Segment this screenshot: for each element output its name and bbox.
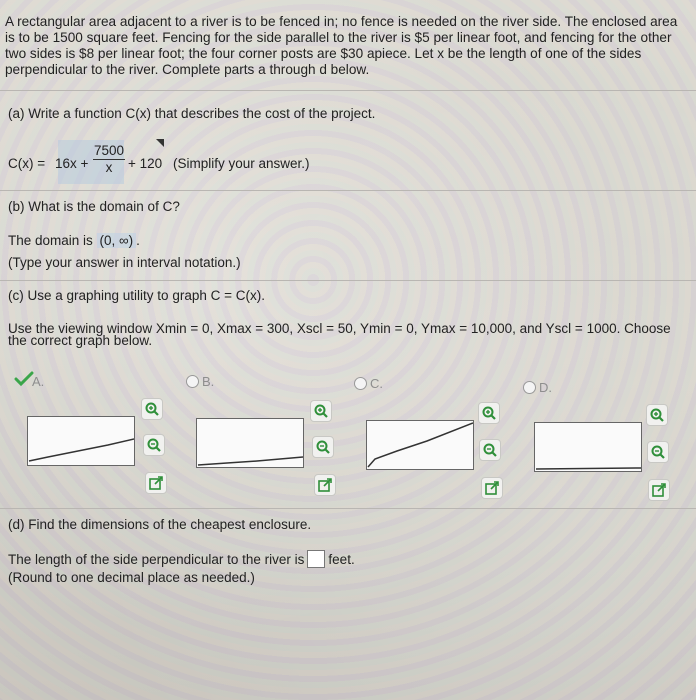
graph-c[interactable]	[366, 420, 474, 470]
part-d-answer-input[interactable]	[307, 550, 325, 568]
fraction-numerator: 7500	[93, 143, 125, 158]
part-b-answer-end: .	[136, 233, 140, 248]
part-a-question: (a) Write a function C(x) that describes the cost of the project.	[8, 106, 376, 121]
expand-icon	[484, 480, 500, 496]
zoom-in-icon	[144, 401, 160, 417]
graph-d-zoom-out-button[interactable]	[647, 441, 669, 463]
part-b-answer-line	[8, 233, 140, 248]
option-b-label[interactable]: B.	[202, 374, 215, 389]
part-d-question: (d) Find the dimensions of the cheapest enclosure.	[8, 517, 312, 532]
graph-a-zoom-in-button[interactable]	[141, 398, 163, 420]
graph-a-expand-button[interactable]	[145, 472, 167, 494]
zoom-out-icon	[650, 444, 666, 460]
graph-a-zoom-out-button[interactable]	[143, 434, 165, 456]
part-d-answer-suffix: feet.	[328, 552, 355, 567]
divider	[0, 190, 696, 191]
part-a-hint: (Simplify your answer.)	[173, 156, 310, 171]
zoom-out-icon	[315, 439, 331, 455]
graph-d[interactable]	[534, 422, 642, 472]
part-d-answer-prefix: The length of the side perpendicular to the river is	[8, 552, 305, 567]
zoom-out-icon	[482, 442, 498, 458]
zoom-in-icon	[481, 405, 497, 421]
answer-corner-mark-icon	[156, 139, 164, 147]
part-b-question: (b) What is the domain of C?	[8, 199, 180, 214]
fraction-denominator: x	[105, 160, 113, 175]
divider	[0, 508, 696, 509]
part-b-hint: (Type your answer in interval notation.)	[8, 255, 241, 270]
graph-c-plot	[367, 421, 473, 469]
option-c-label[interactable]: C.	[370, 376, 383, 391]
option-b-radio[interactable]	[186, 375, 199, 388]
graph-c-expand-button[interactable]	[481, 477, 503, 499]
problem-line-1: A rectangular area adjacent to a river is to be fenced in; no fence is needed on the river side. The enclosed area	[5, 14, 678, 29]
graph-c-zoom-out-button[interactable]	[479, 439, 501, 461]
option-d-radio[interactable]	[523, 381, 536, 394]
part-c-instruction-line1: Use the viewing window Xmin = 0, Xmax = 300, Xscl = 50, Ymin = 0, Ymax = 10,000, and Yscl = 1000. Choose	[8, 321, 671, 336]
expand-icon	[148, 475, 164, 491]
graph-d-expand-button[interactable]	[648, 479, 670, 501]
part-b-answer-value: (0, ∞)	[97, 233, 137, 248]
part-c-instruction-line2: the correct graph below.	[8, 333, 153, 348]
check-icon	[14, 371, 34, 387]
graph-b-zoom-out-button[interactable]	[312, 436, 334, 458]
divider	[0, 90, 696, 91]
part-d-hint: (Round to one decimal place as needed.)	[8, 570, 255, 585]
graph-a-plot	[28, 417, 134, 465]
option-d-label[interactable]: D.	[539, 380, 552, 395]
part-c-question: (c) Use a graphing utility to graph C = C(x).	[8, 288, 265, 303]
graph-b-expand-button[interactable]	[314, 474, 336, 496]
graph-d-plot	[535, 423, 641, 471]
expand-icon	[651, 482, 667, 498]
part-a-prefix: C(x) =	[8, 156, 46, 171]
zoom-out-icon	[146, 437, 162, 453]
divider	[0, 280, 696, 281]
part-b-answer-prefix: The domain is	[8, 233, 97, 248]
part-a-term1: 16x +	[55, 156, 89, 171]
graph-c-zoom-in-button[interactable]	[478, 402, 500, 424]
zoom-in-icon	[649, 407, 665, 423]
problem-line-2: is to be 1500 square feet. Fencing for the side parallel to the river is $5 per linear foot, and fencing for the other	[5, 30, 672, 45]
expand-icon	[317, 477, 333, 493]
graph-b-plot	[197, 419, 303, 467]
graph-a[interactable]	[27, 416, 135, 466]
part-a-suffix: + 120	[128, 156, 163, 171]
part-d-answer-line	[8, 550, 355, 568]
graph-b[interactable]	[196, 418, 304, 468]
option-a-label[interactable]: A.	[32, 374, 45, 389]
option-c-radio[interactable]	[354, 377, 367, 390]
part-a-fraction	[93, 144, 125, 175]
problem-line-3: two sides is $8 per linear foot; the four corner posts are $30 apiece. Let x be the length of one of the sides	[5, 46, 642, 61]
graph-d-zoom-in-button[interactable]	[646, 404, 668, 426]
problem-line-4: perpendicular to the river. Complete parts a through d below.	[5, 62, 370, 77]
graph-b-zoom-in-button[interactable]	[310, 400, 332, 422]
zoom-in-icon	[313, 403, 329, 419]
